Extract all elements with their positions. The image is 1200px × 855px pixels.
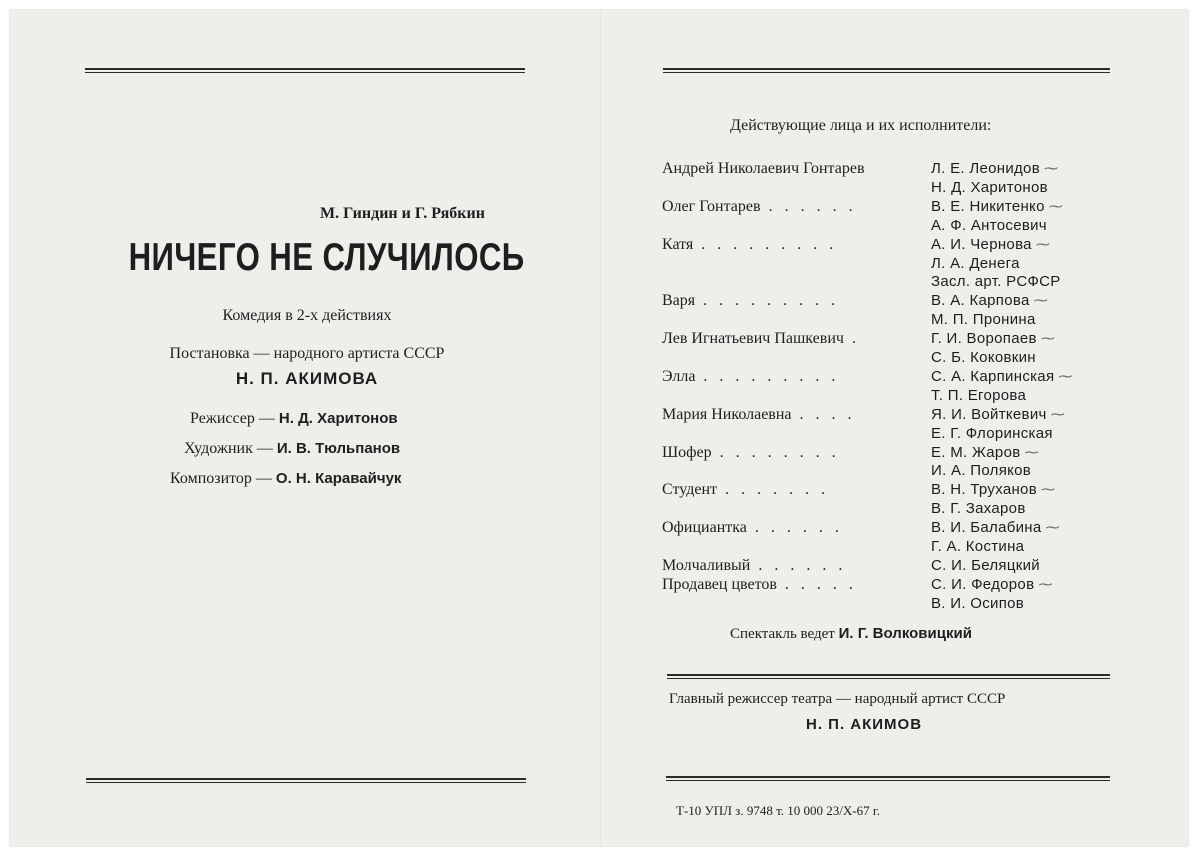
actor-name: С. И. Федоров <box>931 575 1035 593</box>
pencil-tick-icon: ⁓ <box>1045 520 1060 537</box>
cast-role <box>662 198 857 216</box>
cast-actor <box>931 557 1040 574</box>
cast-actor <box>931 236 1050 253</box>
actor-name: Е. М. Жаров <box>931 443 1021 461</box>
cast-actor <box>931 481 1055 498</box>
cast-role <box>662 444 840 462</box>
pencil-tick-icon: ⁓ <box>1035 236 1051 253</box>
bottom-rule-left <box>86 778 526 783</box>
credit-name: Н. Д. Харитонов <box>278 410 398 427</box>
actor-name: С. И. Беляцкий <box>931 556 1040 574</box>
actor-name: В. Н. Труханов <box>931 481 1037 499</box>
actor-name: В. И. Осипов <box>931 594 1025 612</box>
stage-manager-label: Спектакль ведет <box>730 626 835 642</box>
cast-actor <box>931 444 1039 461</box>
cast-role-name: Варя <box>662 292 696 310</box>
leader-dots: . . . . . . . <box>725 481 830 499</box>
pencil-tick-icon: ⁓ <box>1024 444 1039 461</box>
actor-name: Е. Г. Флоринская <box>931 424 1053 442</box>
cast-role-name: Молчаливый <box>662 556 751 574</box>
cast-role-name: Катя <box>662 235 694 253</box>
cast-role-name: Шофер <box>662 443 712 461</box>
staging-name: Н. П. АКИМОВА <box>235 369 379 388</box>
actor-name: В. Е. Никитенко <box>931 197 1045 215</box>
cast-role <box>662 160 873 178</box>
cast-actor <box>931 273 1061 290</box>
cast-actor <box>931 576 1053 593</box>
stage-manager-line <box>730 625 972 643</box>
cast-actor <box>931 500 1026 517</box>
staging-label: Постановка — народного артиста СССР <box>169 345 445 362</box>
cast-role <box>662 557 846 575</box>
top-rule-right <box>663 68 1110 73</box>
genre: Комедия в 2-х действиях <box>222 307 392 324</box>
cast-actor <box>931 425 1053 442</box>
cast-actor <box>931 387 1026 404</box>
actor-name: В. А. Карпова <box>931 292 1030 310</box>
leader-dots: . . . . . . . . <box>719 443 840 461</box>
cast-role <box>662 406 856 424</box>
mid-rule-right <box>667 674 1110 679</box>
cast-role-name: Олег Гонтарев <box>662 197 761 215</box>
actor-name: А. И. Чернова <box>931 235 1032 253</box>
actor-name: В. И. Балабина <box>931 519 1042 537</box>
credit-role: Художник — <box>184 440 273 457</box>
cast-role-name: Продавец цветов <box>662 575 777 593</box>
cast-role-name: Лев Игнатьевич Пашкевич <box>662 330 844 348</box>
actor-name: С. А. Карпинская <box>931 367 1055 385</box>
actor-name: Л. Е. Леонидов <box>931 160 1040 177</box>
leader-dots: . . . . . . . . . <box>703 367 840 385</box>
actor-name: Г. А. Костина <box>931 538 1025 555</box>
actor-name: И. А. Поляков <box>931 462 1032 480</box>
actor-name: Г. И. Воропаев <box>931 330 1037 348</box>
cast-role <box>662 236 837 254</box>
pencil-tick-icon: ⁓ <box>1050 406 1065 423</box>
cast-actor <box>931 368 1073 385</box>
credit-composer <box>170 470 401 488</box>
cast-actor <box>931 255 1020 272</box>
cast-actor <box>931 519 1060 536</box>
cast-actor <box>931 292 1048 309</box>
cast-actor <box>931 406 1065 423</box>
cast-role <box>662 519 843 537</box>
chief-director-label: Главный режиссер театра — народный артист СССР <box>669 691 1006 707</box>
bottom-rule-right <box>666 776 1110 781</box>
cast-role-name: Официантка <box>662 519 747 537</box>
cast-actor <box>931 462 1031 479</box>
cast-role <box>662 292 839 310</box>
actor-name: Т. П. Егорова <box>931 386 1027 404</box>
stage-manager-name: И. Г. Волковицкий <box>838 625 972 642</box>
cast-actor <box>931 349 1036 366</box>
pencil-tick-icon: ⁓ <box>1038 576 1053 593</box>
credit-director <box>190 410 398 428</box>
cast-actor <box>931 311 1036 328</box>
leader-dots: . . . . . . <box>754 519 843 537</box>
cast-role <box>662 368 839 386</box>
actor-name: Я. И. Войткевич <box>931 405 1047 423</box>
actor-name: Засл. арт. РСФСР <box>931 273 1061 291</box>
cast-actor <box>931 160 1058 177</box>
imprint: Т-10 УПЛ з. 9748 т. 10 000 23/Х-67 г. <box>676 803 880 818</box>
cast-actor <box>931 179 1048 196</box>
actor-name: М. П. Пронина <box>931 311 1036 329</box>
page-fold <box>600 10 602 846</box>
credit-name: О. Н. Каравайчук <box>275 470 402 487</box>
pencil-tick-icon: ⁓ <box>1033 293 1048 310</box>
pencil-tick-icon: ⁓ <box>1040 482 1056 499</box>
pencil-tick-icon: ⁓ <box>1048 198 1064 215</box>
cast-role <box>662 330 860 348</box>
actor-name: С. Б. Коковкин <box>931 349 1036 366</box>
credit-role: Композитор — <box>170 470 272 487</box>
cast-role <box>662 576 857 594</box>
leader-dots: . . . . <box>799 405 856 423</box>
cast-role-name: Студент <box>662 481 718 499</box>
cast-role-name: Элла <box>662 367 696 385</box>
cast-actor <box>931 538 1024 555</box>
authors: М. Гиндин и Г. Рябкин <box>320 205 485 222</box>
cast-role <box>662 481 829 499</box>
actor-name: В. Г. Захаров <box>931 500 1026 518</box>
pencil-tick-icon: ⁓ <box>1040 331 1056 348</box>
cast-actor <box>931 198 1063 215</box>
leader-dots: . . . . . . <box>758 556 847 574</box>
leader-dots: . . . . . . . . . <box>703 292 840 310</box>
actor-name: Л. А. Денега <box>931 254 1020 272</box>
top-rule-left <box>85 68 525 73</box>
pencil-tick-icon: ⁓ <box>1058 368 1073 385</box>
cast-actor <box>931 330 1055 347</box>
leader-dots: . . . . . <box>784 575 857 593</box>
credit-designer <box>184 440 400 458</box>
leader-dots: . . . . . . <box>768 197 857 215</box>
actor-name: Н. Д. Харитонов <box>931 178 1048 196</box>
cast-header: Действующие лица и их исполнители: <box>730 117 992 134</box>
pencil-tick-icon: ⁓ <box>1043 161 1059 177</box>
leader-dots: . . . . . . . . . <box>701 235 838 253</box>
play-title: НИЧЕГО НЕ СЛУЧИЛОСЬ <box>128 236 525 279</box>
cast-role-name: Андрей Николаевич Гонтарев <box>662 160 865 177</box>
cast-actor <box>931 595 1024 612</box>
leader-dots: . <box>851 330 860 348</box>
credit-role: Режиссер — <box>190 410 275 427</box>
cast-role-name: Мария Николаевна <box>662 405 792 423</box>
credit-name: И. В. Тюльпанов <box>276 440 401 457</box>
chief-director-name: Н. П. АКИМОВ <box>806 716 923 733</box>
actor-name: А. Ф. Антосевич <box>931 216 1047 234</box>
cast-actor <box>931 217 1047 234</box>
